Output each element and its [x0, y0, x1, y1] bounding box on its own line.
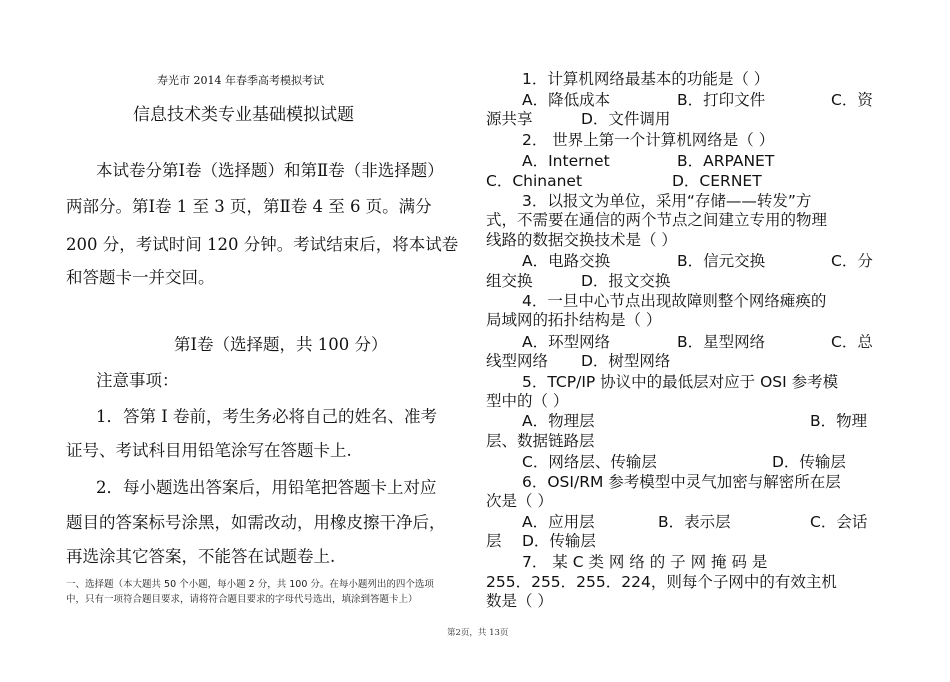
q1-option-b: B．打印文件 [677, 91, 766, 109]
q3-option-d: D．报文交换 [581, 272, 671, 290]
q3-option-c: C．分 [831, 252, 873, 270]
q6-option-c-cont: 层 [486, 532, 502, 550]
q4-option-d: D．树型网络 [581, 352, 671, 370]
q5-stem-2: 型中的（ ） [486, 392, 569, 410]
q3-stem-1: 3．以报文为单位，采用“存储——转发”方 [522, 192, 812, 210]
q7-stem-3: 数是（ ） [486, 592, 553, 610]
q1-option-c: C．资 [831, 91, 873, 109]
q2-option-c: C．Chinanet [486, 172, 583, 190]
instruction-line-2: 中，只有一项符合题目要求，请将符合题目要求的字母代号选出，填涂到答题卡上） [66, 594, 418, 605]
exam-header: 寿光市 2014 年春季高考模拟考试 [157, 74, 324, 87]
q6-stem-1: 6．OSI/RM 参考模型中灵气加密与解密所在层 [522, 473, 841, 491]
q7-stem-1: 7． 某 C 类 网 络 的 子 网 掩 码 是 [522, 553, 768, 571]
q4-stem-1: 4．一旦中心节点出现故障则整个网络瘫痪的 [522, 292, 827, 310]
q6-option-c: C．会话 [810, 513, 868, 531]
q3-option-a: A．电路交换 [522, 252, 611, 270]
intro-line-2: 两部分。第Ⅰ卷 1 至 3 页，第Ⅱ卷 4 至 6 页。满分 [66, 197, 432, 216]
q1-option-d: D．文件调用 [581, 110, 671, 128]
q3-stem-2: 式，不需要在通信的两个节点之间建立专用的物理 [486, 211, 828, 229]
q5-option-d: D．传输层 [772, 453, 846, 471]
q4-option-c: C．总 [831, 333, 873, 351]
q2-stem: 2． 世界上第一个计算机网络是（ ） [522, 131, 775, 149]
q3-option-c-cont: 组交换 [486, 272, 533, 290]
q5-stem-1: 5．TCP/IP 协议中的最低层对应于 OSI 参考模 [522, 373, 839, 391]
intro-line-4: 和答题卡一并交回。 [66, 268, 215, 287]
q7-stem-2: 255．255．255．224，则每个子网中的有效主机 [486, 573, 837, 591]
q5-option-a: A．物理层 [522, 412, 595, 430]
intro-line-3: 200 分，考试时间 120 分钟。考试结束后，将本试卷 [66, 235, 459, 254]
q6-stem-2: 次是（ ） [486, 492, 553, 510]
notice-2-line-3: 再选涂其它答案，不能答在试题卷上. [66, 547, 336, 566]
q4-option-b: B．星型网络 [677, 333, 766, 351]
q4-option-c-cont: 线型网络 [486, 352, 549, 370]
notice-1-line-2: 证号、考试科目用铅笔涂写在答题卡上. [66, 441, 352, 460]
section-title: 第Ⅰ卷（选择题，共 100 分） [174, 335, 388, 354]
q2-option-a: A．Internet [522, 152, 610, 170]
notice-2-line-1: 2．每小题选出答案后，用铅笔把答题卡上对应 [96, 478, 437, 497]
q3-option-b: B．信元交换 [677, 252, 766, 270]
q1-option-a: A．降低成本 [522, 91, 611, 109]
q3-stem-3: 线路的数据交换技术是（ ） [486, 231, 677, 249]
notice-2-line-2: 题目的答案标号涂黑，如需改动，用橡皮擦干净后， [66, 513, 446, 532]
q2-option-b: B．ARPANET [677, 152, 775, 170]
q1-option-c-cont: 源共享 [486, 110, 533, 128]
q5-option-b-cont: 层、数据链路层 [486, 432, 595, 450]
intro-line-1: 本试卷分第Ⅰ卷（选择题）和第Ⅱ卷（非选择题） [96, 161, 444, 180]
q6-option-d: D．传输层 [522, 532, 596, 550]
q2-option-d: D．CERNET [672, 172, 762, 190]
q5-option-c: C．网络层、传输层 [522, 453, 657, 471]
q4-stem-2: 局域网的拓扑结构是（ ） [486, 311, 662, 329]
q6-option-a: A．应用层 [522, 513, 595, 531]
q4-option-a: A．环型网络 [522, 333, 611, 351]
q6-option-b: B．表示层 [658, 513, 731, 531]
page-title: 信息技术类专业基础模拟试题 [133, 105, 354, 125]
instruction-line-1: 一、选择题（本大题共 50 个小题，每小题 2 分，共 100 分。在每小题列出的四个选项 [66, 579, 434, 590]
notice-label: 注意事项： [96, 371, 179, 390]
q1-stem: 1．计算机网络最基本的功能是（ ） [522, 70, 770, 88]
notice-1-line-1: 1．答第 Ⅰ 卷前，考生务必将自己的姓名、准考 [96, 407, 438, 426]
page-footer: 第2页，共 13页 [447, 628, 509, 638]
q5-option-b: B．物理 [810, 412, 868, 430]
